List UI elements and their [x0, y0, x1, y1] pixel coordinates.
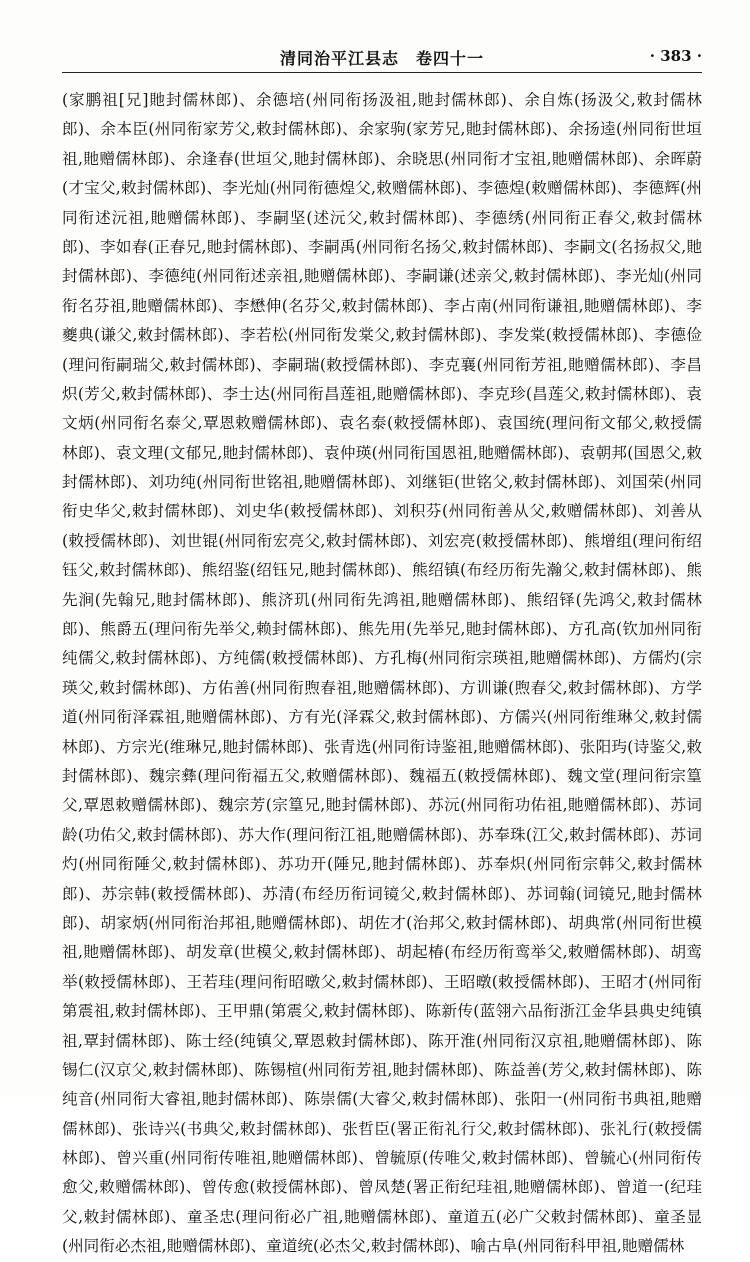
text-line: 祖,貤赠儒林郎)、余逢春(世垣父,貤封儒林郎)、余晓思(州同衔才宝祖,貤赠儒林郎)、余晖蔚: [62, 149, 702, 168]
page-number: · 383 ·: [649, 47, 702, 65]
text-line: 封儒林郎)、魏宗彝(理问衔福五父,敕赠儒林郎)、魏福五(敕授儒林郎)、魏文堂(理问衔宗篁: [62, 766, 702, 785]
page-header: [62, 46, 702, 70]
text-line: (理问衔嗣瑞父,敕封儒林郎)、李嗣瑞(敕授儒林郎)、李克襄(州同衔芳祖,貤赠儒林郎)、李昌: [62, 355, 702, 374]
text-line: 钰父,敕封儒林郎)、熊绍鉴(绍钰兄,貤封儒林郎)、熊绍镇(布经历衔先瀚父,敕封儒林郎)、熊: [62, 561, 702, 580]
text-line: (才宝父,敕封儒林郎)、李光灿(州同衔德煌父,敕赠儒林郎)、李德煌(敕赠儒林郎)、李德辉(州: [62, 179, 702, 198]
text-line: 郎)、李如春(正春兄,貤封儒林郎)、李嗣禹(州同衔名扬父,敕封儒林郎)、李嗣文(名扬叔父,貤: [62, 237, 702, 256]
text-line: (家鹏祖[兄]貤封儒林郎)、余德培(州同衔扬汲祖,貤封儒林郎)、余自炼(扬汲父,敕封儒林: [62, 91, 702, 109]
text-line: 林郎)、方宗光(维琳兄,貤封儒林郎)、张青选(州同衔诗鉴祖,貤赠儒林郎)、张阳玙(诗鉴父,敕: [62, 737, 702, 756]
text-line: 林郎)、袁文理(文郁兄,貤封儒林郎)、袁仲瑛(州同衔国恩祖,貤赠儒林郎)、袁朝邦(国恩父,敕: [62, 443, 702, 462]
text-line: (敕授儒林郎)、刘世锟(州同衔宏亮父,敕封儒林郎)、刘宏亮(敕授儒林郎)、熊增组(理问衔绍: [62, 531, 702, 550]
text-line: 郎)、余本臣(州同衔家芳父,敕封儒林郎)、余家驹(家芳兄,貤封儒林郎)、余扬逵(州同衔世垣: [62, 120, 702, 139]
text-line: 瑛父,敕封儒林郎)、方佑善(州同衔煦春祖,貤赠儒林郎)、方训谦(煦春父,敕封儒林郎)、方学: [62, 678, 702, 697]
text-line: 纯音(州同衔大睿祖,貤封儒林郎)、陈崇儒(大睿父,敕封儒林郎)、张阳一(州同衔书典祖,貤赠: [62, 1090, 702, 1109]
text-line: 龄(功佑父,敕封儒林郎)、苏大作(理问衔江祖,貤赠儒林郎)、苏奉珠(江父,敕封儒林郎)、苏词: [62, 825, 702, 844]
text-line: 第震祖,敕封儒林郎)、王甲鼎(第震父,敕封儒林郎)、陈新传(蓝翎六品衔浙江金华县典史纯镇: [62, 1002, 702, 1021]
text-line: 同衔述沅祖,貤赠儒林郎)、李嗣坚(述沅父,敕封儒林郎)、李德绣(州同衔正春父,敕封儒林: [62, 208, 702, 227]
text-line: 炽(芳父,敕封儒林郎)、李士达(州同衔昌莲祖,貤赠儒林郎)、李克珍(昌莲父,敕封儒林郎)、袁: [62, 384, 702, 403]
text-line: 衔史华父,敕封儒林郎)、刘史华(敕授儒林郎)、刘积芬(州同衔善从父,敕赠儒林郎)、刘善从: [62, 502, 702, 521]
text-line: 父,敕封儒林郎)、童圣忠(理问衔必广祖,貤赠儒林郎)、童道五(必广父敕封儒林郎)、童圣显: [62, 1207, 702, 1226]
text-line: 灼(州同衔陲父,敕封儒林郎)、苏功开(陲兄,貤封儒林郎)、苏奉炽(州同衔宗韩父,敕封儒林: [62, 855, 702, 874]
text-line: 封儒林郎)、李德纯(州同衔述亲祖,貤赠儒林郎)、李嗣谦(述亲父,敕封儒林郎)、李光灿(州同: [62, 267, 702, 286]
body-text: [62, 86, 702, 1256]
text-line: 儒林郎)、张诗兴(书典父,敕封儒林郎)、张哲臣(署正衔礼行父,敕封儒林郎)、张礼行(敕授儒: [62, 1119, 702, 1138]
text-line: 夔典(谦父,敕封儒林郎)、李若松(州同衔发棠父,敕封儒林郎)、李发棠(敕授儒林郎)、李德俭: [62, 326, 702, 345]
text-line: 林郎)、曾兴重(州同衔传唯祖,貤赠儒林郎)、曾毓原(传唯父,敕封儒林郎)、曾毓心(州同衔传: [62, 1149, 702, 1168]
page-title: 清同治平江县志 卷四十一: [279, 49, 484, 68]
text-line: 道(州同衔泽霖祖,貤赠儒林郎)、方有光(泽霖父,敕封儒林郎)、方儒兴(州同衔维琳父,敕封儒: [62, 708, 702, 727]
text-line: 纯儒父,敕封儒林郎)、方纯儒(敕授儒林郎)、方孔梅(州同衔宗瑛祖,貤赠儒林郎)、方儒灼(宗: [62, 649, 702, 668]
text-line: 锡仁(汉京父,敕封儒林郎)、陈锡楦(州同衔芳祖,貤封儒林郎)、陈益善(芳父,敕封儒林郎)、陈: [62, 1060, 702, 1079]
header-divider: [62, 72, 702, 73]
text-line: 先涧(先翰兄,貤封儒林郎)、熊济玑(州同衔先鸿祖,貤赠儒林郎)、熊绍铎(先鸿父,敕封儒林: [62, 590, 702, 609]
text-line: 祖,覃封儒林郎)、陈士经(纯镇父,覃恩敕封儒林郎)、陈开淮(州同衔汉京祖,貤赠儒林郎)、陈: [62, 1031, 702, 1050]
text-line: 衔名芬祖,貤赠儒林郎)、李懋伸(名芬父,敕封儒林郎)、李占南(州同衔谦祖,貤赠儒林郎)、李: [62, 296, 702, 315]
text-line: 祖,貤赠儒林郎)、胡发章(世模父,敕封儒林郎)、胡起椿(布经历衔鸾举父,敕赠儒林郎)、胡鸾: [62, 943, 702, 962]
text-line: 举(敕授儒林郎)、王若珪(理问衔昭暾父,敕封儒林郎)、王昭暾(敕授儒林郎)、王昭才(州同衔: [62, 972, 702, 991]
text-line: 郎)、熊爵五(理问衔先举父,赖封儒林郎)、熊先用(先举兄,貤封儒林郎)、方孔高(钦加州同衔: [62, 620, 702, 639]
text-line: 封儒林郎)、刘功纯(州同衔世铭祖,貤赠儒林郎)、刘继钜(世铭父,敕封儒林郎)、刘国荣(州同: [62, 473, 702, 492]
text-line: 愈父,敕赠儒林郎)、曾传愈(敕授儒林郎)、曾凤楚(署正衔纪珪祖,貤赠儒林郎)、曾道一(纪珪: [62, 1178, 702, 1197]
text-line: 父,覃恩敕赠儒林郎)、魏宗芳(宗篁兄,貤封儒林郎)、苏沅(州同衔功佑祖,貤赠儒林郎)、苏词: [62, 796, 702, 815]
text-line: 郎)、胡家炳(州同衔治邦祖,貤赠儒林郎)、胡佐才(治邦父,敕封儒林郎)、胡典常(州同衔世模: [62, 913, 702, 932]
text-line: (州同衔必杰祖,貤赠儒林郎)、童道统(必杰父,敕封儒林郎)、喻古阜(州同衔科甲祖,貤赠儒林: [62, 1237, 685, 1256]
text-line: 文炳(州同衔名泰父,覃恩敕赠儒林郎)、袁名泰(敕授儒林郎)、袁国统(理问衔文郁父,敕授儒: [62, 414, 702, 433]
text-line: 郎)、苏宗韩(敕授儒林郎)、苏清(布经历衔词镜父,敕封儒林郎)、苏词翰(词镜兄,貤封儒林: [62, 884, 702, 903]
